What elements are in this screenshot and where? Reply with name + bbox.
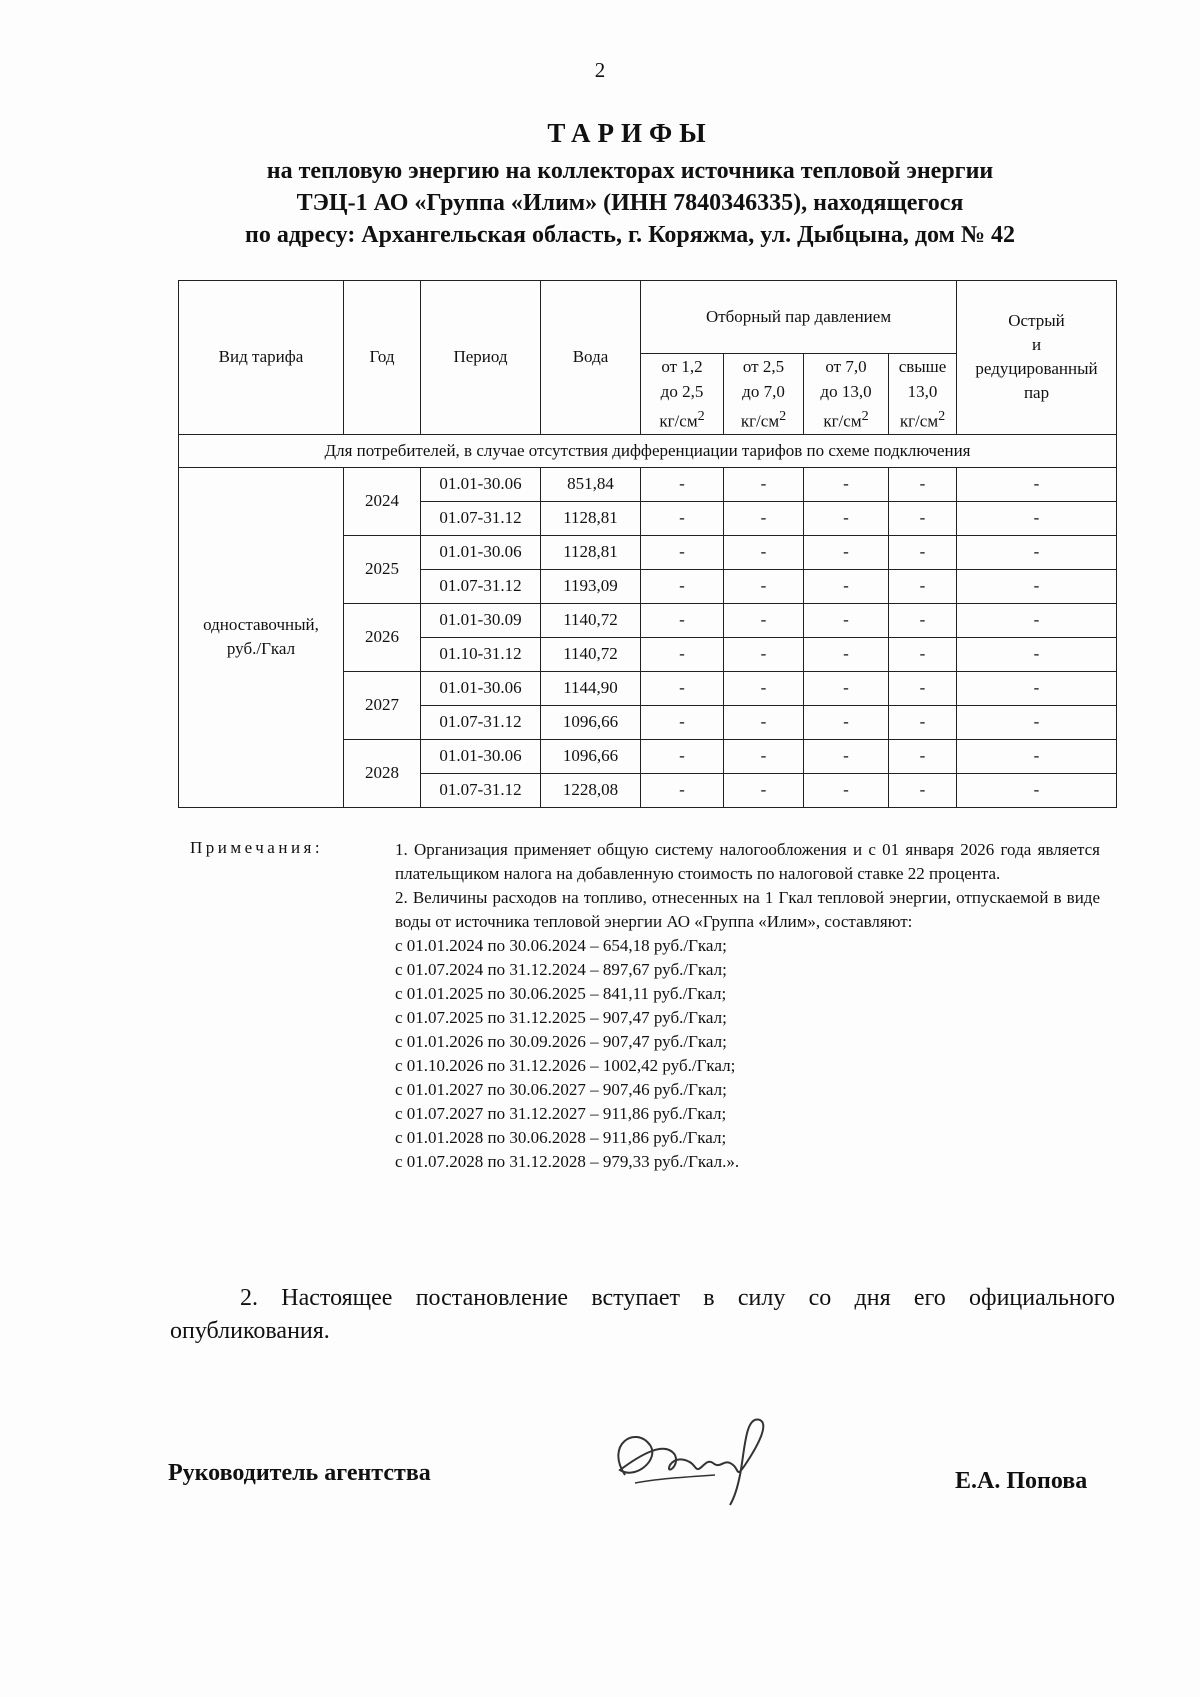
dash-cell: - [804, 705, 889, 739]
fuel-rate-line: с 01.01.2028 по 30.06.2028 – 911,86 руб./Гкал; [395, 1128, 727, 1147]
title-line: на тепловую энергию на коллекторах источника тепловой энергии [266, 158, 994, 184]
dash-cell: - [641, 501, 724, 535]
period-cell: 01.07-31.12 [421, 705, 541, 739]
range-from: от 7,0 [825, 357, 867, 376]
period-cell: 01.07-31.12 [421, 773, 541, 807]
water-cell: 1128,81 [541, 501, 641, 535]
table-row [179, 467, 1117, 501]
dash-cell: - [641, 739, 724, 773]
notes-label: Примечания: [190, 838, 324, 857]
signature-stroke [635, 1475, 715, 1483]
period-cell: 01.01-30.06 [421, 535, 541, 569]
dash-cell: - [957, 603, 1117, 637]
header-sharp-line: и [1031, 335, 1042, 355]
water-cell: 1140,72 [541, 637, 641, 671]
dash-cell: - [889, 773, 957, 807]
dash-cell: - [641, 773, 724, 807]
period-cell: 01.01-30.06 [421, 739, 541, 773]
handwritten-signature [595, 1405, 795, 1515]
water-cell: 1140,72 [541, 603, 641, 637]
document-title [150, 118, 1110, 251]
range-from: от 2,5 [742, 357, 785, 376]
title-line: по адресу: Архангельская область, г. Коряжма, ул. Дыбцына, дом № 42 [245, 222, 1015, 248]
fuel-rate-line: с 01.07.2024 по 31.12.2024 – 897,67 руб./Гкал; [395, 960, 727, 979]
dash-cell: - [641, 467, 724, 501]
dash-cell: - [957, 569, 1117, 603]
dash-cell: - [641, 535, 724, 569]
fuel-rate-line: с 01.07.2025 по 31.12.2025 – 907,47 руб./Гкал; [395, 1008, 727, 1027]
range-unit: $кг/см^2$ [899, 408, 946, 431]
header-sharp-line: пар [1023, 383, 1050, 403]
header-period: Период [421, 281, 541, 435]
dash-cell: - [957, 739, 1117, 773]
dash-cell: - [641, 671, 724, 705]
header-water: Вода [541, 281, 641, 435]
header-sharp-steam [957, 281, 1117, 435]
dash-cell: - [641, 705, 724, 739]
fuel-rate-line: с 01.01.2026 по 30.09.2026 – 907,47 руб./Гкал; [395, 1032, 727, 1051]
header-pressure-range [889, 354, 957, 435]
dash-cell: - [889, 671, 957, 705]
dash-cell: - [957, 637, 1117, 671]
dash-cell: - [804, 569, 889, 603]
header-tariff-type: Вид тарифа [179, 281, 344, 435]
water-cell: 1193,09 [541, 569, 641, 603]
dash-cell: - [889, 739, 957, 773]
range-from: свыше [898, 357, 947, 376]
period-cell: 01.01-30.09 [421, 603, 541, 637]
signer-name: Е.А. Попова [955, 1468, 1088, 1494]
fuel-rate-line: с 01.01.2027 по 30.06.2027 – 907,46 руб./Гкал; [395, 1080, 727, 1099]
dash-cell: - [889, 705, 957, 739]
year-cell: 2025 [344, 535, 421, 603]
dash-cell: - [957, 671, 1117, 705]
fuel-rate-line: с 01.01.2025 по 30.06.2025 – 841,11 руб./Гкал; [395, 984, 727, 1003]
fuel-rate-line: с 01.07.2028 по 31.12.2028 – 979,33 руб./Гкал.». [395, 1152, 740, 1171]
header-pressure-range [804, 354, 889, 435]
dash-cell: - [804, 535, 889, 569]
resolution-clause: 2. Настоящее постановление вступает в силу со дня его официального опубликования. [170, 1285, 1115, 1344]
dash-cell: - [889, 569, 957, 603]
period-cell: 01.07-31.12 [421, 569, 541, 603]
note-paragraph: 2. Величины расходов на топливо, отнесенных на 1 Гкал тепловой энергии, отпускаемой в виде воды от источника тепловой энергии АО «Группа «Илим», составляют: [395, 888, 1100, 931]
tariff-unit: руб./Гкал [226, 639, 296, 659]
range-to: 13,0 [907, 382, 938, 401]
dash-cell: - [889, 501, 957, 535]
period-cell: 01.01-30.06 [421, 671, 541, 705]
title-line: ТЭЦ-1 АО «Группа «Илим» (ИНН 7840346335), находящегося [296, 190, 964, 216]
dash-cell: - [641, 637, 724, 671]
dash-cell: - [804, 467, 889, 501]
fuel-rate-line: с 01.01.2024 по 30.06.2024 – 654,18 руб./Гкал; [395, 936, 727, 955]
range-to: до 2,5 [660, 382, 704, 401]
notes [395, 838, 1100, 1174]
dash-cell: - [889, 637, 957, 671]
dash-cell: - [804, 739, 889, 773]
dash-cell: - [957, 535, 1117, 569]
dash-cell: - [724, 603, 804, 637]
header-year: Год [344, 281, 421, 435]
period-cell: 01.10-31.12 [421, 637, 541, 671]
dash-cell: - [724, 467, 804, 501]
year-cell: 2028 [344, 739, 421, 807]
period-cell: 01.01-30.06 [421, 467, 541, 501]
title-main: ТАРИФЫ [547, 118, 713, 148]
tariff-label: одноставочный, [203, 615, 319, 635]
dash-cell: - [724, 569, 804, 603]
signer-title: Руководитель агентства [168, 1460, 431, 1486]
dash-cell: - [804, 773, 889, 807]
tariff-table [178, 280, 1117, 808]
header-selected-steam: Отборный пар давлением [641, 281, 957, 354]
range-unit: $кг/см^2$ [823, 408, 869, 431]
dash-cell: - [804, 501, 889, 535]
year-cell: 2026 [344, 603, 421, 671]
dash-cell: - [724, 739, 804, 773]
signature-stroke [618, 1420, 763, 1505]
header-sharp-line: редуцированный [975, 359, 1098, 379]
dash-cell: - [804, 603, 889, 637]
page-number: 2 [594, 58, 606, 82]
range-to: до 13,0 [820, 382, 872, 401]
dash-cell: - [957, 773, 1117, 807]
dash-cell: - [804, 637, 889, 671]
dash-cell: - [724, 671, 804, 705]
dash-cell: - [641, 603, 724, 637]
water-cell: 1096,66 [541, 705, 641, 739]
range-unit: $кг/см^2$ [659, 408, 705, 431]
water-cell: 1128,81 [541, 535, 641, 569]
fuel-rate-line: с 01.07.2027 по 31.12.2027 – 911,86 руб./Гкал; [395, 1104, 727, 1123]
range-to: до 7,0 [742, 382, 785, 401]
dash-cell: - [889, 603, 957, 637]
tariff-type-cell [179, 467, 344, 807]
header-sharp-line: Острый [1008, 311, 1065, 331]
dash-cell: - [957, 501, 1117, 535]
water-cell: 1228,08 [541, 773, 641, 807]
period-cell: 01.07-31.12 [421, 501, 541, 535]
section-title: Для потребителей, в случае отсутствия дифференциации тарифов по схеме подключения [179, 434, 1117, 467]
year-cell: 2027 [344, 671, 421, 739]
range-from: от 1,2 [661, 357, 703, 376]
header-pressure-range [724, 354, 804, 435]
year-cell: 2024 [344, 467, 421, 535]
water-cell: 1096,66 [541, 739, 641, 773]
water-cell: 1144,90 [541, 671, 641, 705]
water-cell: 851,84 [541, 467, 641, 501]
dash-cell: - [724, 773, 804, 807]
dash-cell: - [724, 637, 804, 671]
header-pressure-range [641, 354, 724, 435]
dash-cell: - [724, 535, 804, 569]
note-paragraph: 1. Организация применяет общую систему налогообложения и с 01 января 2026 года является плательщиком налога на добавленную стоимость по налоговой ставке 22 процента. [395, 840, 1100, 883]
dash-cell: - [889, 467, 957, 501]
dash-cell: - [889, 535, 957, 569]
fuel-rate-line: с 01.10.2026 по 31.12.2026 – 1002,42 руб./Гкал; [395, 1056, 736, 1075]
dash-cell: - [641, 569, 724, 603]
dash-cell: - [957, 705, 1117, 739]
dash-cell: - [724, 705, 804, 739]
dash-cell: - [804, 671, 889, 705]
dash-cell: - [724, 501, 804, 535]
range-unit: $кг/см^2$ [740, 408, 787, 431]
dash-cell: - [957, 467, 1117, 501]
